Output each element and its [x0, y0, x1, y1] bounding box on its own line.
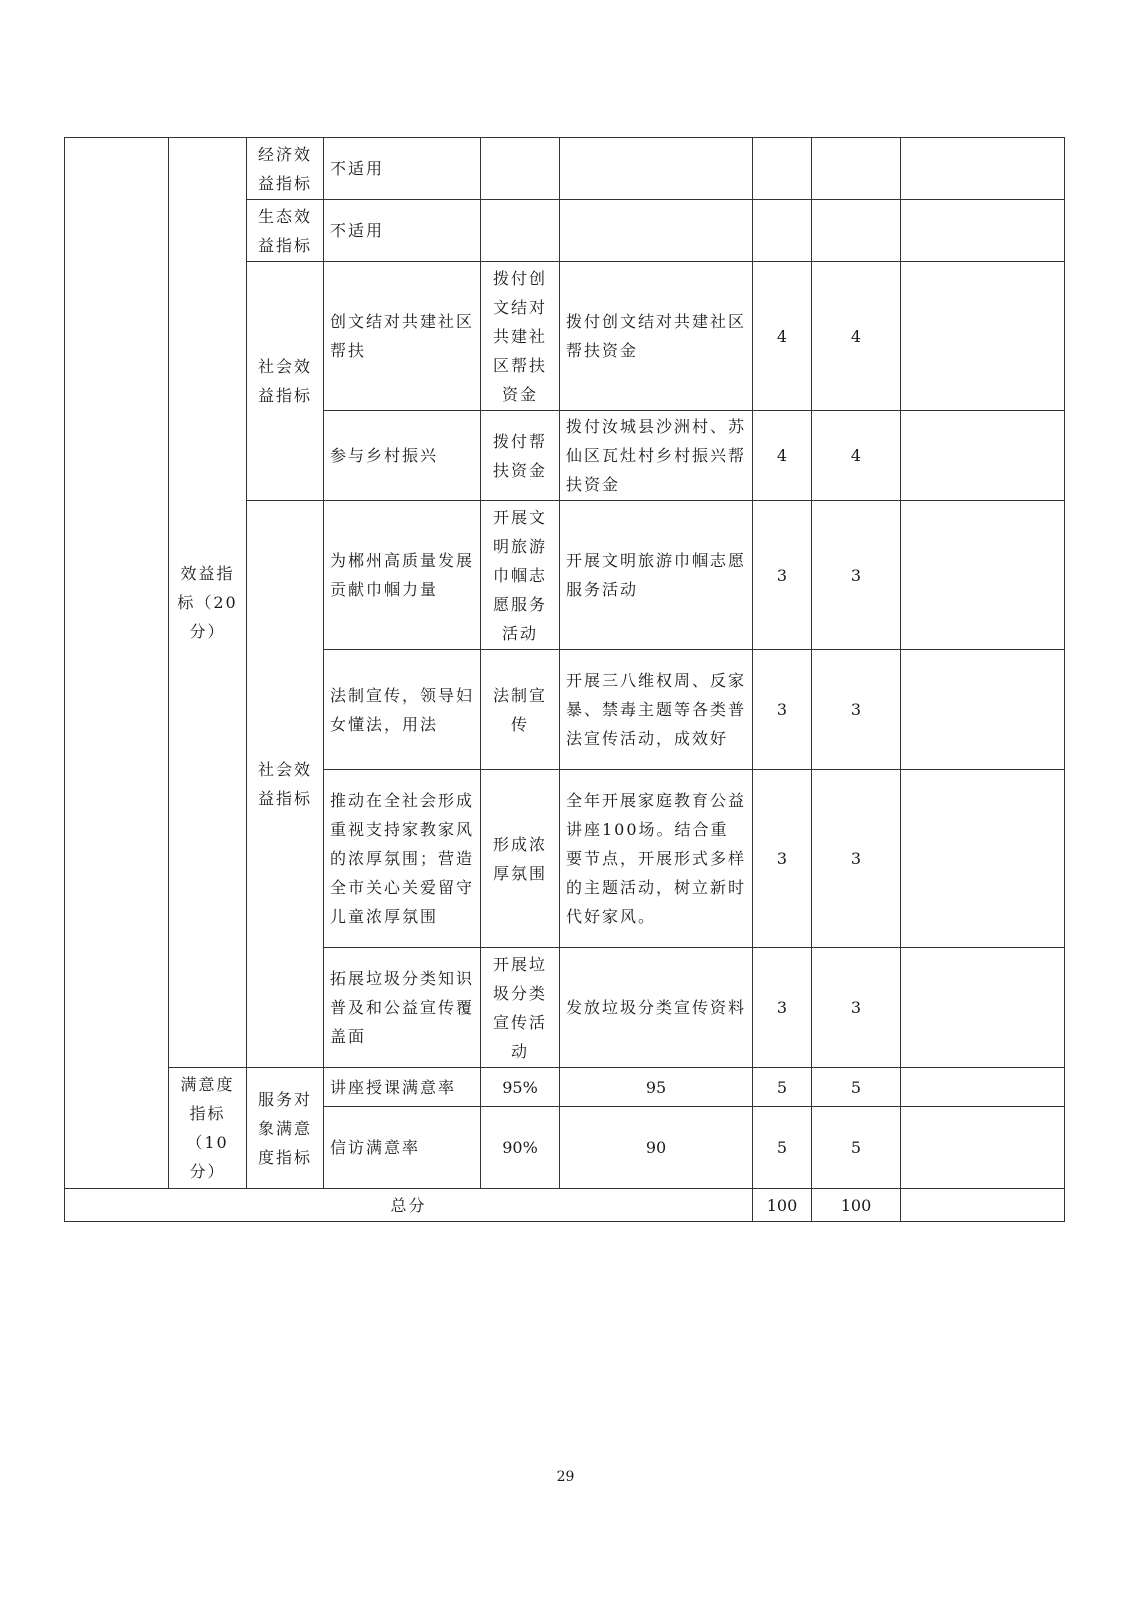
subcategory-cell: 经济效益指标	[247, 138, 324, 200]
subcategory-cell: 服务对象满意度指标	[247, 1068, 324, 1189]
remark-cell	[901, 1189, 1065, 1222]
total-score-cell: 100	[812, 1189, 901, 1222]
remark-cell	[901, 262, 1065, 411]
weight-cell: 3	[753, 770, 812, 948]
indicator-cell: 讲座授课满意率	[324, 1068, 481, 1107]
actual-cell: 拨付创文结对共建社区帮扶资金	[560, 262, 753, 411]
satisfaction-category-cell: 满意度指标（10分）	[169, 1068, 247, 1189]
weight-cell	[753, 200, 812, 262]
actual-cell: 全年开展家庭教育公益讲座100场。结合重要节点，开展形式多样的主题活动，树立新时代好家风。	[560, 770, 753, 948]
remark-cell	[901, 650, 1065, 770]
table-row	[65, 138, 1065, 200]
score-cell: 3	[812, 650, 901, 770]
score-cell: 3	[812, 501, 901, 650]
total-row	[65, 1189, 1065, 1222]
target-cell: 形成浓厚氛围	[481, 770, 560, 948]
actual-cell: 发放垃圾分类宣传资料	[560, 948, 753, 1068]
page-number: 29	[556, 1469, 575, 1485]
target-cell: 法制宣传	[481, 650, 560, 770]
indicator-cell: 不适用	[324, 200, 481, 262]
actual-cell	[560, 200, 753, 262]
remark-cell	[901, 1068, 1065, 1107]
weight-cell: 4	[753, 262, 812, 411]
target-cell	[481, 200, 560, 262]
weight-cell: 3	[753, 948, 812, 1068]
remark-cell	[901, 1107, 1065, 1189]
target-cell: 拨付创文结对共建社区帮扶资金	[481, 262, 560, 411]
remark-cell	[901, 138, 1065, 200]
total-weight-cell: 100	[753, 1189, 812, 1222]
indicator-cell: 参与乡村振兴	[324, 411, 481, 501]
subcategory-cell: 生态效益指标	[247, 200, 324, 262]
score-cell	[812, 138, 901, 200]
score-cell: 5	[812, 1068, 901, 1107]
indicator-cell: 法制宣传，领导妇女懂法，用法	[324, 650, 481, 770]
weight-cell: 3	[753, 501, 812, 650]
score-cell: 3	[812, 770, 901, 948]
score-cell: 5	[812, 1107, 901, 1189]
actual-cell: 开展三八维权周、反家暴、禁毒主题等各类普法宣传活动，成效好	[560, 650, 753, 770]
first-level-indicator-cell	[65, 138, 169, 1189]
table-row	[65, 1068, 1065, 1107]
benefit-category-cell: 效益指标（20分）	[169, 138, 247, 1068]
indicator-cell: 推动在全社会形成重视支持家教家风的浓厚氛围；营造全市关心关爱留守儿童浓厚氛围	[324, 770, 481, 948]
weight-cell: 5	[753, 1068, 812, 1107]
remark-cell	[901, 501, 1065, 650]
weight-cell: 5	[753, 1107, 812, 1189]
remark-cell	[901, 411, 1065, 501]
target-cell: 开展文明旅游巾帼志愿服务活动	[481, 501, 560, 650]
actual-cell: 拨付汝城县沙洲村、苏仙区瓦灶村乡村振兴帮扶资金	[560, 411, 753, 501]
target-cell: 开展垃圾分类宣传活动	[481, 948, 560, 1068]
indicator-cell: 为郴州高质量发展贡献巾帼力量	[324, 501, 481, 650]
remark-cell	[901, 770, 1065, 948]
target-cell: 95%	[481, 1068, 560, 1107]
score-cell: 4	[812, 262, 901, 411]
weight-cell: 3	[753, 650, 812, 770]
performance-indicator-table	[64, 137, 1065, 1222]
indicator-cell: 不适用	[324, 138, 481, 200]
remark-cell	[901, 200, 1065, 262]
remark-cell	[901, 948, 1065, 1068]
indicator-cell: 拓展垃圾分类知识普及和公益宣传覆盖面	[324, 948, 481, 1068]
indicator-cell: 创文结对共建社区帮扶	[324, 262, 481, 411]
actual-cell: 95	[560, 1068, 753, 1107]
subcategory-cell: 社会效益指标	[247, 262, 324, 501]
subcategory-cell: 社会效益指标	[247, 501, 324, 1068]
target-cell: 90%	[481, 1107, 560, 1189]
score-cell	[812, 200, 901, 262]
target-cell: 拨付帮扶资金	[481, 411, 560, 501]
target-cell	[481, 138, 560, 200]
indicator-cell: 信访满意率	[324, 1107, 481, 1189]
total-label-cell: 总分	[65, 1189, 753, 1222]
score-cell: 3	[812, 948, 901, 1068]
weight-cell: 4	[753, 411, 812, 501]
actual-cell	[560, 138, 753, 200]
weight-cell	[753, 138, 812, 200]
actual-cell: 开展文明旅游巾帼志愿服务活动	[560, 501, 753, 650]
score-cell: 4	[812, 411, 901, 501]
actual-cell: 90	[560, 1107, 753, 1189]
